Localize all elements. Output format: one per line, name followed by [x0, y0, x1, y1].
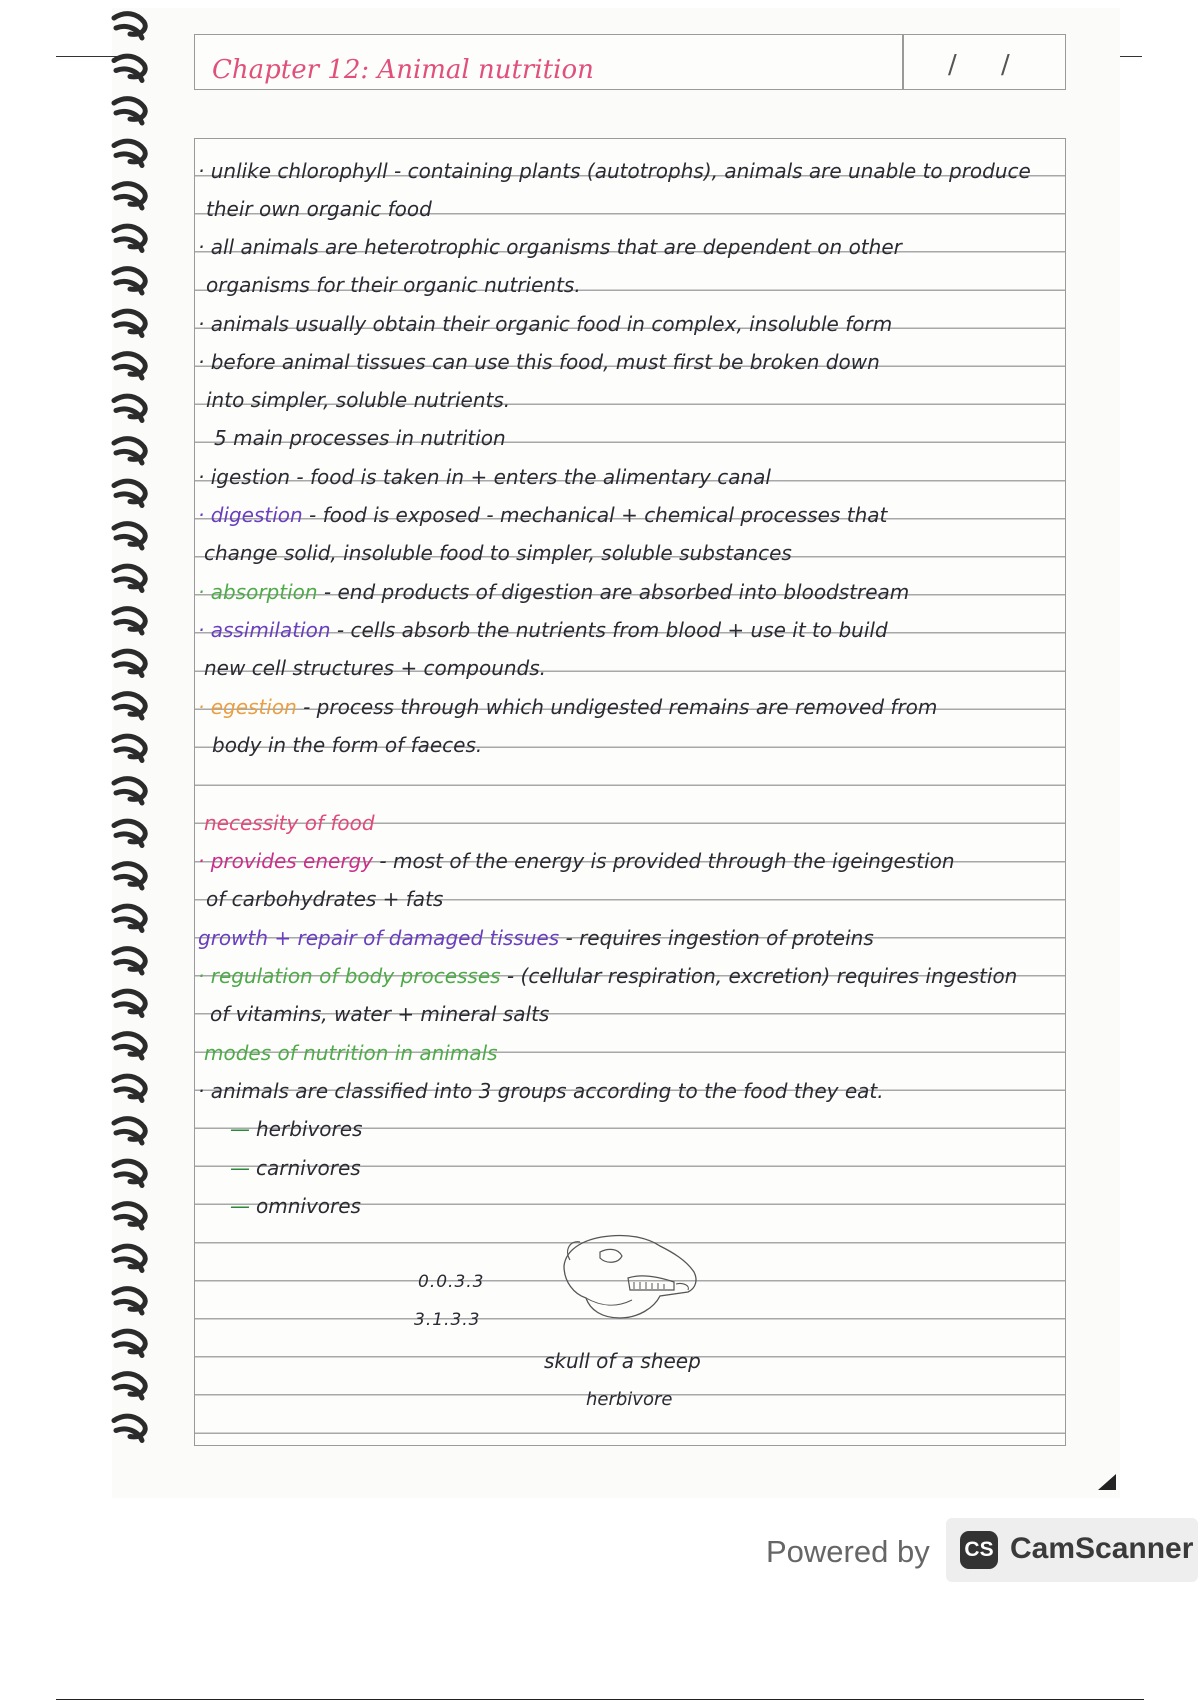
spiral-coil: [114, 736, 145, 760]
process-text: - food is exposed - mechanical + chemical processes that: [302, 503, 888, 527]
title-divider: [902, 34, 904, 90]
necessity-text: - requires ingestion of proteins: [559, 926, 874, 950]
dental-formula-lower: 3.1.3.3: [414, 1310, 481, 1330]
spiral-coil: [114, 1416, 145, 1440]
top-rule-right: [1120, 56, 1142, 57]
skull-caption-type: herbivore: [586, 1389, 673, 1410]
group-label: herbivores: [256, 1117, 363, 1141]
spiral-coil: [114, 1331, 145, 1355]
group-item: [230, 1117, 362, 1141]
necessity-text: of vitamins, water + mineral salts: [210, 1002, 550, 1026]
process-egestion-cont: [212, 733, 482, 757]
powered-by-label: Powered by: [766, 1534, 930, 1569]
necessity-heading: necessity of food: [204, 811, 375, 835]
spiral-coil: [114, 1289, 145, 1313]
spiral-coil: [114, 1204, 145, 1228]
spiral-coil: [114, 864, 145, 888]
corner-arrow-icon: [1094, 1468, 1120, 1494]
note-line: · unlike chlorophyll - containing plants (autotrophs), animals are unable to produce: [198, 159, 1031, 183]
necessity-regulation: [198, 964, 1017, 988]
dash-icon: —: [230, 1194, 250, 1218]
spiral-coil: [114, 226, 145, 250]
process-term: · assimilation: [198, 618, 331, 642]
process-term: · digestion: [198, 503, 303, 527]
spiral-coil: [114, 439, 145, 463]
necessity-growth: [198, 926, 874, 950]
spiral-coil: [114, 1246, 145, 1270]
necessity-term: growth + repair of damaged tissues: [198, 926, 560, 950]
necessity-term: · provides energy: [198, 849, 374, 873]
process-absorption: [198, 580, 909, 604]
process-assimilation: [198, 618, 888, 642]
necessity-text: - most of the energy is provided through the igeingestion: [373, 849, 955, 873]
group-item: [230, 1194, 361, 1218]
process-assimilation-cont: [204, 656, 546, 680]
spiral-coil: [114, 821, 145, 845]
spiral-coil: [114, 269, 145, 293]
dash-icon: —: [230, 1156, 250, 1180]
date-field: / /: [948, 50, 1028, 80]
spiral-coil: [114, 1119, 145, 1143]
process-text: - end products of digestion are absorbed into bloodstream: [317, 580, 910, 604]
spiral-coil: [114, 906, 145, 930]
process-text: new cell structures + compounds.: [204, 656, 547, 680]
spiral-coil: [114, 949, 145, 973]
spiral-coil: [114, 1034, 145, 1058]
process-text: - cells absorb the nutrients from blood + use it to build: [330, 618, 888, 642]
note-line: into simpler, soluble nutrients.: [206, 388, 511, 412]
note-line: · animals usually obtain their organic food in complex, insoluble form: [198, 312, 893, 336]
process-text: body in the form of faeces.: [212, 733, 483, 757]
spiral-coil: [114, 354, 145, 378]
spiral-coil: [114, 141, 145, 165]
spiral-coil: [114, 1076, 145, 1100]
process-text: - process through which undigested remains are removed from: [296, 695, 938, 719]
necessity-text: - (cellular respiration, excretion) requires ingestion: [500, 964, 1018, 988]
spiral-coil: [114, 694, 145, 718]
note-line: organisms for their organic nutrients.: [206, 273, 581, 297]
camscanner-logo-icon: CS: [960, 1531, 998, 1569]
spiral-coil: [114, 56, 145, 80]
group-label: omnivores: [256, 1194, 361, 1218]
process-text: - food is taken in + enters the alimentary canal: [290, 465, 771, 489]
note-line: their own organic food: [206, 197, 432, 221]
process-digestion: [198, 503, 887, 527]
processes-heading: 5 main processes in nutrition: [214, 426, 506, 450]
process-term: · egestion: [198, 695, 297, 719]
spiral-coil: [114, 99, 145, 123]
process-digestion-cont: [204, 541, 792, 565]
spiral-coil: [114, 1374, 145, 1398]
dash-icon: —: [230, 1117, 250, 1141]
necessity-energy-cont: [206, 887, 443, 911]
spiral-coil: [114, 184, 145, 208]
necessity-energy: [198, 849, 955, 873]
skull-caption: skull of a sheep: [544, 1349, 701, 1373]
camscanner-badge: [946, 1518, 1198, 1582]
modes-heading: modes of nutrition in animals: [204, 1041, 498, 1065]
spiral-coil: [114, 651, 145, 675]
spiral-coil: [114, 481, 145, 505]
sheep-skull-sketch: [556, 1226, 706, 1322]
group-item: [230, 1156, 361, 1180]
spiral-coil: [114, 14, 145, 38]
spiral-coil: [114, 609, 145, 633]
spiral-binding: [108, 6, 160, 1476]
dental-formula-upper: 0.0.3.3: [418, 1272, 485, 1292]
modes-intro: · animals are classified into 3 groups according to the food they eat.: [198, 1079, 884, 1103]
note-line: · all animals are heterotrophic organisms that are dependent on other: [198, 235, 902, 259]
spiral-coil: [114, 991, 145, 1015]
spiral-coil: [114, 1161, 145, 1185]
process-text: change solid, insoluble food to simpler, soluble substances: [204, 541, 792, 565]
group-label: carnivores: [256, 1156, 361, 1180]
necessity-regulation-cont: [210, 1002, 549, 1026]
spiral-coil: [114, 524, 145, 548]
spiral-coil: [114, 311, 145, 335]
process-egestion: [198, 695, 937, 719]
process-term: · absorption: [198, 580, 318, 604]
process-term: · igestion: [198, 465, 291, 489]
necessity-term: · regulation of body processes: [198, 964, 501, 988]
spiral-coil: [114, 566, 145, 590]
necessity-text: of carbohydrates + fats: [206, 887, 444, 911]
spiral-coil: [114, 396, 145, 420]
note-line: · before animal tissues can use this food, must first be broken down: [198, 350, 880, 374]
spiral-coil: [114, 779, 145, 803]
page-title: Chapter 12: Animal nutrition: [212, 55, 594, 85]
camscanner-name: CamScanner: [1010, 1532, 1194, 1565]
process-ingestion: [198, 465, 771, 489]
